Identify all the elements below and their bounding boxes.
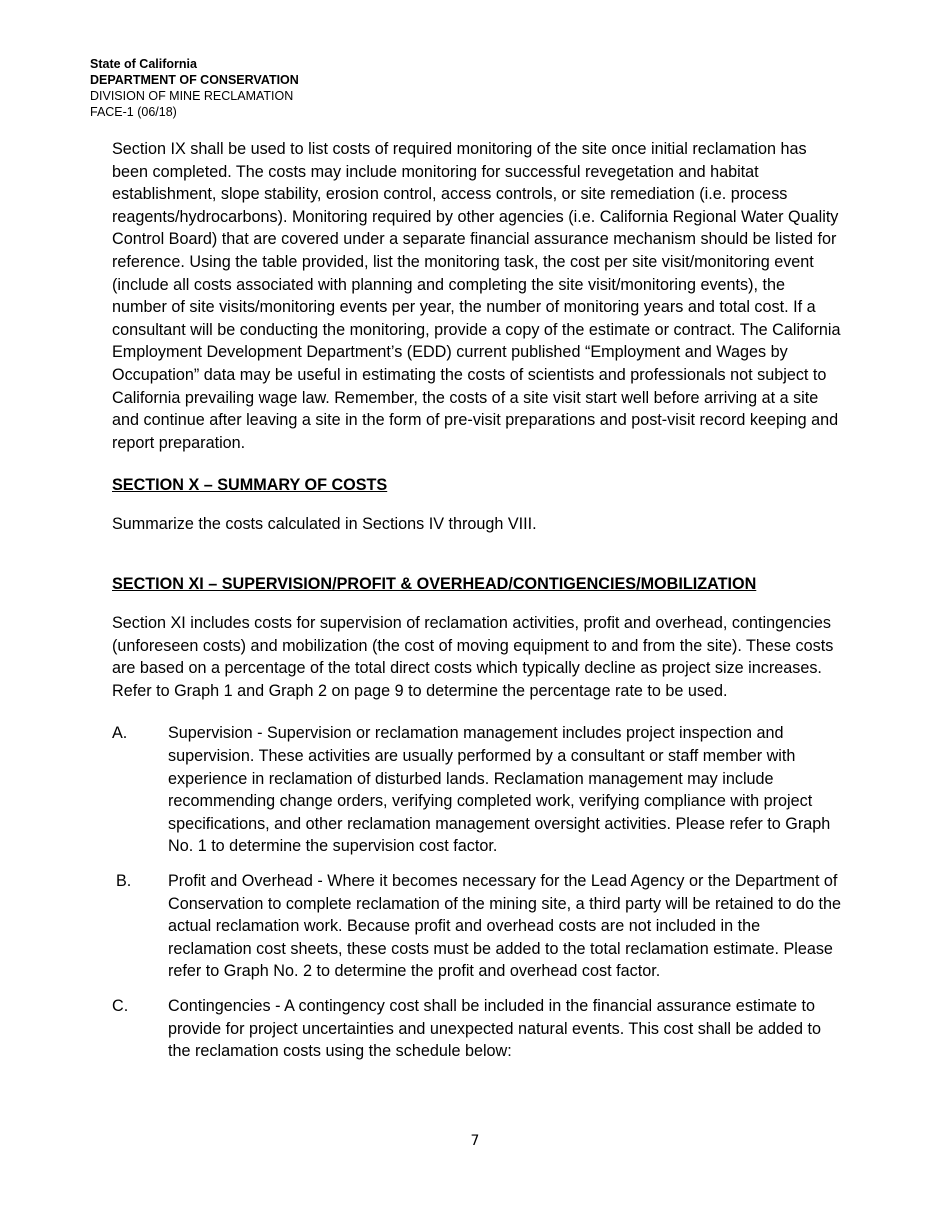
document-body (112, 138, 844, 1063)
section-xi-list (112, 722, 844, 1062)
list-item-text: Supervision - Supervision or reclamation management includes project inspection and supervision. These activities are usually performed by a consultant or staff member with experience in reclamation of disturbed lands. Reclamation management may include recommending change orders, verifying completed work, verifying compliance with project specifications, and other reclamation management oversight activities. Please refer to Graph No. 1 to determine the supervision cost factor. (168, 724, 831, 856)
list-item-profit-overhead (112, 870, 844, 983)
header-form-id: FACE-1 (06/18) (90, 105, 177, 119)
section-ix-paragraph: Section IX shall be used to list costs of required monitoring of the site once initial reclamation has been completed. The costs may include monitoring for successful revegetation and habitat establishment, slope stability, erosion control, access controls, or site remediation (i.e. process reagents/hydrocarbons). Monitoring required by other agencies (i.e. California Regional Water Quality Control Board) that are covered under a separate financial assurance mechanism should be listed for reference. Using the table provided, list the monitoring task, the cost per site visit/monitoring event (include all costs associated with planning and completing the site visit/monitoring events), the number of site visits/monitoring events per year, the number of monitoring years and total cost. If a consultant will be conducting the monitoring, provide a copy of the estimate or contract. The California Employment Development Department’s (EDD) current published “Employment and Wages by Occupation” data may be useful in estimating the costs of scientists and professionals not subject to California prevailing wage law. Remember, the costs of a site visit start well before arriving at a site and continue after leaving a site in the form of pre-visit preparations and post-visit record keeping and report preparation. (112, 140, 841, 452)
list-marker: A. (112, 724, 128, 743)
list-item-contingencies (112, 995, 844, 1063)
section-x-heading: SECTION X – SUMMARY OF COSTS (112, 476, 388, 495)
header-state: State of California (90, 57, 197, 71)
section-xi-paragraph: Section XI includes costs for supervision of reclamation activities, profit and overhead, contingencies (unforeseen costs) and mobilization (the cost of moving equipment to and from the site). These costs are based on a percentage of the total direct costs which typically decline as project size increases. Refer to Graph 1 and Graph 2 on page 9 to determine the percentage rate to be used. (112, 614, 834, 700)
list-item-text: Profit and Overhead - Where it becomes necessary for the Lead Agency or the Department of Conservation to complete reclamation of the mining site, a third party will be retained to do the actual reclamation work. Because profit and overhead costs are not included in the reclamation cost sheets, these costs must be added to the total reclamation estimate. Please refer to Graph No. 2 to determine the profit and overhead cost factor. (168, 872, 842, 981)
header-department: DEPARTMENT OF CONSERVATION (90, 73, 299, 87)
section-x-paragraph: Summarize the costs calculated in Sections IV through VIII. (112, 514, 537, 533)
page-number: 7 (470, 1133, 480, 1149)
list-item-supervision (112, 722, 844, 858)
header-division: DIVISION OF MINE RECLAMATION (90, 89, 294, 103)
section-xi-heading: SECTION XI – SUPERVISION/PROFIT & OVERHEAD/CONTIGENCIES/MOBILIZATION (112, 574, 757, 593)
list-marker: C. (112, 997, 129, 1015)
document-header (90, 56, 299, 120)
list-item-text: Contingencies - A contingency cost shall be included in the financial assurance estimate to provide for project uncertainties and unexpected natural events. This cost shall be added to the reclamation costs using the schedule below: (168, 997, 822, 1061)
list-marker: B. (116, 872, 132, 891)
